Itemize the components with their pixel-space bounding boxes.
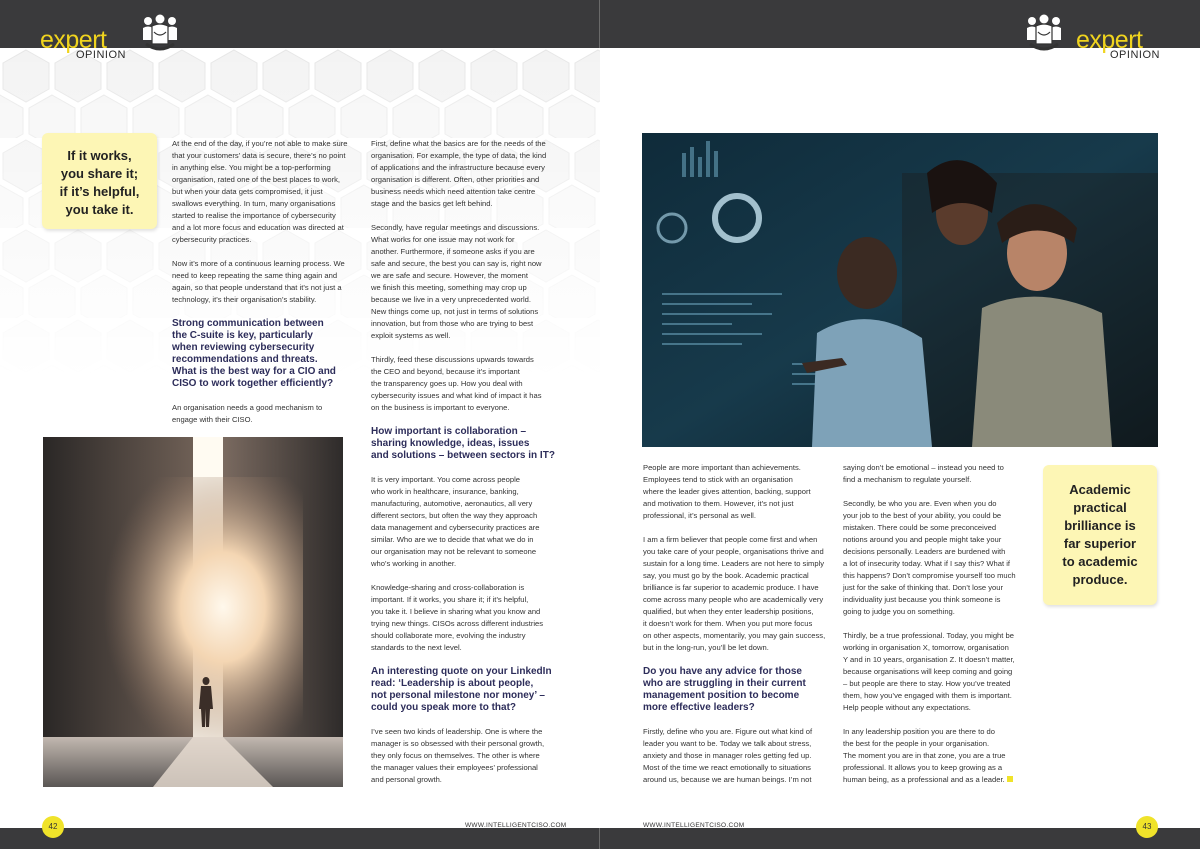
paragraph: An organisation needs a good mechanism to engage with their CISO.: [172, 403, 323, 424]
paragraph: saying don’t be emotional – instead you need to find a mechanism to regulate yourself.: [843, 463, 1004, 484]
paragraph: I’ve seen two kinds of leadership. One is where the manager is so obsessed with their personal growth, they only focus on themselves. The other is where the manager values their employees’ professional and personal growth.: [371, 727, 545, 784]
pullquote-line: produce.: [1072, 572, 1128, 587]
masthead-word: expert: [40, 26, 107, 54]
pullquote-line: to academic: [1062, 554, 1138, 569]
pullquote-line: you take it.: [65, 202, 134, 217]
paragraph: At the end of the day, if you’re not able to make sure that your customers’ data is secure, there’s no point in anything else. You might be a top-performing organisation, rated one of the best places to work, but when your data gets compromised, it just swallows everything. In turn, many organisations started to realise the importance of cybersecurity and a lot more focus and education was directed at cybersecurity practices.: [172, 139, 348, 244]
page-number-left: 42: [42, 816, 64, 838]
paragraph: Knowledge-sharing and cross-collaboration is important. If it works, you share it; if it’s helpful, you take it. I believe in sharing what you know and trying new things. CISOs across different industries should collaborate more, evolving the industry standards to the next level.: [371, 583, 544, 652]
paragraph: Thirdly, be a true professional. Today, you might be working in organisation X, tomorrow, organisation Y and in 10 years, organisation Z. It doesn’t matter, because organisations will keep coming and going – but people are there to stay. How you’ve treated them, how you’ve engaged with them is important. Help people without any expectations.: [843, 631, 1015, 712]
paragraph: Thirdly, feed these discussions upwards towards the CEO and beyond, because it’s important the transparency goes up. How you deal with cybersecurity issues and what kind of impact it has on the business is important to everyone.: [371, 355, 542, 412]
page-number-right: 43: [1136, 816, 1158, 838]
masthead-left: [40, 10, 180, 60]
article-column-2: [371, 138, 561, 798]
article-column-4: [843, 462, 1033, 798]
people-logo-icon: [140, 14, 180, 56]
pullquote-line: brilliance is: [1064, 518, 1136, 533]
masthead-right: [1024, 10, 1174, 60]
pullquote-line: Academic: [1069, 482, 1131, 497]
paragraph: First, define what the basics are for the needs of the organisation. For example, the type of data, the kind of applications and the infrastructure because every organisation is different. Often, other priorities and business needs which need attention take centre stage and the basics get left behind.: [371, 139, 547, 208]
question-heading: An interesting quote on your LinkedIn read: ‘Leadership is about people, not personal milestone nor money’ – could you speak more to that?: [371, 666, 552, 713]
paragraph: Now it’s more of a continuous learning process. We need to keep repeating the same thing again and again, so that people understand that it’s not just a technology, it’s their organisation’s stability.: [172, 259, 345, 304]
end-of-article-mark: [1007, 776, 1013, 782]
pullquote-line: far superior: [1063, 536, 1137, 551]
people-logo-icon: [1024, 14, 1064, 56]
pullquote-line: practical: [1073, 500, 1127, 515]
website-url-right[interactable]: WWW.INTELLIGENTCISO.COM: [643, 822, 745, 829]
team-at-screen-image: [642, 133, 1158, 447]
pullquote-line: If it works,: [67, 148, 132, 163]
masthead-sub: OPINION: [76, 49, 126, 61]
paragraph: It is very important. You come across people who work in healthcare, insurance, banking, manufacturing, automotive, aeronautics, all very different sectors, but often the way they approach data management and cybersecurity practices are similar. Who are we to decide that what we do in our organisation may not be relevant to someone who’s working in another.: [371, 475, 540, 568]
corridor-light-image: [43, 437, 343, 787]
masthead-word: expert: [1076, 26, 1143, 54]
paragraph: Firstly, define who you are. Figure out what kind of leader you want to be. Today we talk about stress, anxiety and those in manager roles getting fed up. Most of the time we react emotionally to situations around us, because we are human beings. I’m not: [643, 727, 813, 784]
top-bar: [0, 0, 1200, 48]
article-column-1: [172, 138, 357, 438]
paragraph: In any leadership position you are there to do the best for the people in your organisation. The moment you are in that zone, you are a true professional. It allows you to keep growing as a human being, as a professional and as a leader.: [843, 727, 1006, 784]
paragraph: Secondly, be who you are. Even when you do your job to the best of your ability, you could be mistaken. There could be some preconceived notions around you and people might take your decisions personally. Leaders are burdened with a lot of insecurity today. What if I say this? What if this happens? Don’t compromise yourself too much just for the sake of thinking that. Don’t lose your individuality just because you think someone is going to judge you on something.: [843, 499, 1016, 616]
paragraph: Secondly, have regular meetings and discussions. What works for one issue may not work for another. Furthermore, if someone asks if you are safe and secure, the best you can say is, right now we are safe and secure. However, the moment we finish this meeting, something may crop up because we live in a very unprecedented world. New things come up, not just in terms of solutions innovation, but from those who are trying to best exploit systems as well.: [371, 223, 542, 340]
paragraph: People are more important than achievements. Employees tend to stick with an organisation where the leader gives attention, backing, support and motivation to them. However, it’s not just professional, it’s personal as well.: [643, 463, 811, 520]
question-heading: Do you have any advice for those who are struggling in their current management position to become more effective leaders?: [643, 666, 806, 713]
pullquote-right: [1043, 465, 1157, 605]
paragraph: I am a firm believer that people come first and when you take care of your people, organisations thrive and sustain for a long time. Leaders are not here to simply say, you must go by the book. Academic practical brilliance is far superior to academic produce. I have come across many people who are academically very qualified, but when they enter leadership positions, it doesn’t work for them. When you put more focus on other aspects, momentarily, you may gain success, but in the long-run, you’ll be let down.: [643, 535, 826, 652]
pullquote-left: [42, 133, 157, 229]
article-column-3: [643, 462, 833, 798]
bottom-bar: [0, 828, 1200, 849]
pullquote-line: you share it;: [60, 166, 139, 181]
pullquote-line: if it’s helpful,: [59, 184, 140, 199]
question-heading: Strong communication between the C-suite is key, particularly when reviewing cybersecurity recommendations and threats. What is the best way for a CIO and CISO to work together efficiently?: [172, 318, 336, 389]
website-url-left[interactable]: WWW.INTELLIGENTCISO.COM: [465, 822, 567, 829]
spine-divider: [599, 0, 600, 48]
question-heading: How important is collaboration – sharing knowledge, ideas, issues and solutions – between sectors in IT?: [371, 426, 555, 461]
spine-divider: [599, 828, 600, 849]
masthead-sub: OPINION: [1110, 49, 1160, 61]
